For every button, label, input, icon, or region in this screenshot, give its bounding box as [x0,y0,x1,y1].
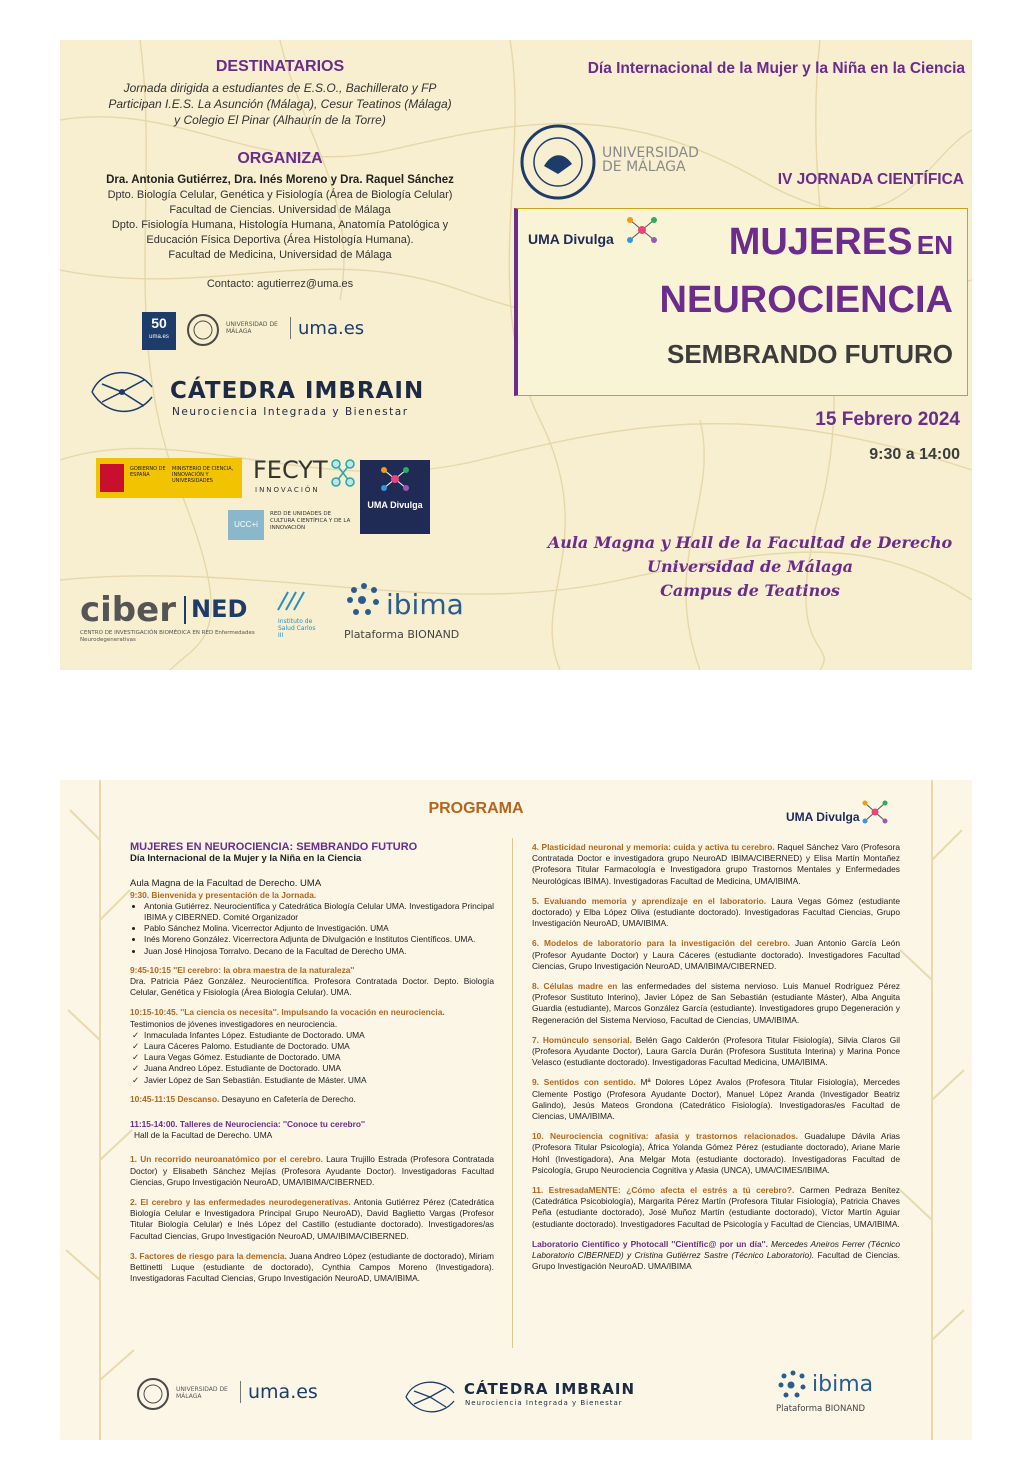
programa-page [60,780,972,1440]
title-line-1: MUJERES EN [728,221,953,263]
ned-logo: NED [191,595,248,623]
ciber-subtitle: CENTRO DE INVESTIGACIÓN BIOMÉDICA EN RED Enfermedades Neurodegenerativas [80,630,255,643]
taller-text: Belén Gago Calderón (Profesora Titular Fisiología), Silvia Claros Gil (Profesora Ayudante Doctor), Laura García Durán (Profesora Sustituta Interina) y Marina Ponce Velasco (estudiante doctorado). Investigadoras Facultad Medicina, UMA/IBIMA. [532,1034,900,1068]
taller-heading: 5. Evaluando memoria y aprendizaje en el laboratorio. [532,895,767,906]
taller-heading: 4. Plasticidad neuronal y memoria: cuida y activa tu cerebro. [532,842,775,852]
lab-text: Facultad de Ciencias. Grupo Investigación NeuroAD. UMA/IBIMA [532,1250,900,1272]
organiza-line: Facultad de Medicina, Universidad de Málaga [168,249,392,261]
taller-text: Guadalupe Dávila Arias (Profesora Titular Psicología), África Yolanda Gómez Pérez (estudiante doctorado), Ariane Marie Hohl (Investigadora), Ana Melgar Mota (estudiante doctorado). Investigadoras Facultad de Psicología, Grupo Neurociencia Cognitiva y Afasia (UNCA), UMA/CIMES/IBIMA. [532,1131,900,1175]
divulga-dots-icon [624,214,660,246]
organiza-line: Dpto. Fisiología Humana, Histología Humana, Anatomía Patológica y [111,219,449,231]
organiza-line: Facultad de Ciencias. Universidad de Málaga [169,204,391,216]
column-divider [512,838,513,1348]
taller-heading: 8. Células madre en [532,981,618,992]
taller-text: Antonia Gutiérrez Pérez (Catedrática Biología Celular e Investigadora Principal Grupo NeuroAD), David Baglietto Vargas (Profesor Titular Biología Celular) e Inés López del Castillo (estudiante doctorado). Investigadores/as Facultad Ciencias, Grupo Investigación NeuroAD, UMA/IBIMA/CIBERNED. [130,1197,495,1241]
uma-es-logo: uma.es [248,1381,318,1403]
block-text: Hall de la Facultad de Derecho. UMA [134,1130,273,1141]
contact-email[interactable]: Contacto: agutierrez@uma.es [206,278,354,290]
block-heading: 11:15-14:00. Talleres de Neurociencia: ''Conoce tu cerebro'' [130,1119,365,1130]
block-heading: 10:45-11:15 Descanso. [130,1093,220,1104]
uma-divulga-badge: UMA Divulga [360,460,430,534]
jornada-label: IV JORNADA CIENTÍFICA [777,171,964,188]
title-box [514,208,968,396]
destinatarios-line: y Colegio El Pinar (Alhaurín de la Torre) [174,113,386,127]
taller-text: Raquel Sánchez Varo (Profesora Contratada Doctor e investigadora grupo NeuroAD IBIMA/CIBERNED) y Elisa Martín Montañez (Profesora Titular Farmacología e Investigadora grupo Trastornos Mentales y Enfermedades Neurológicas IBIMA). Investigadoras Facultad de Medicina, UMA/IBIMA. [532,842,900,886]
destinatarios-heading: DESTINATARIOS [215,58,345,75]
fecyt-logo: FECYT [253,456,328,484]
fecyt-molecule-icon [328,456,358,490]
ibima-dots-icon [776,1368,810,1402]
spain-shield-icon [100,464,124,492]
uma-es-logo: uma.es [298,318,365,339]
place-line: Universidad de Málaga [647,557,853,576]
ibima-logo: ibima [812,1372,874,1397]
block-heading: 9:30. Bienvenida y presentación de la Jornada. [130,889,317,900]
taller-heading: 7. Homúnculo sensorial. [532,1034,632,1045]
uma-seal-icon [136,1376,170,1412]
taller-heading: 10. Neurociencia cognitiva: afasia y trastornos relacionados. [532,1131,798,1142]
list-item: • Pablo Sánchez Molina. Vicerrector Adjunto de Investigación. UMA [144,923,494,934]
aula-label: Aula Magna de la Facultad de Derecho. UMA [130,878,322,890]
organiza-heading: ORGANIZA [237,150,323,167]
title-line-2: NEUROCIENCIA [659,279,953,321]
catedra-imbrain-logo: CÁTEDRA IMBRAIN [464,1380,635,1398]
taller-heading: 6. Modelos de laboratorio para la investigación del cerebro. [532,938,791,949]
divulga-dots-icon [378,464,412,494]
list-item: ✓ Juana Andreo López. Estudiante de Doctorado. UMA [144,1063,494,1074]
bionand-text: Plataforma BIONAND [344,628,460,641]
organiza-line: Dpto. Biología Celular, Genética y Fisiología (Área de Biología Celular) [107,189,453,201]
list-item: ✓ Javier López de San Sebastián. Estudiante de Máster. UMA [144,1075,494,1086]
catedra-brain-icon [82,362,162,422]
program-right-column [532,842,900,1282]
taller-text: Laura Vegas Gómez (estudiante doctorado) y Elba López Oliva (estudiante doctorado). Investigadoras Facultad Ciencias, Grupo Investigación NeuroAD, UMA/IBIMA. [532,895,900,929]
lab-italic: Mercedes Aneiros Ferrer (Técnico Laboratorio CIBERNED) y Cristina Gutiérrez Sastre (Técnico Laboratorio). [532,1238,901,1261]
block-text: Testimonios de jóvenes investigadores en neurociencia. [130,1018,338,1029]
taller-text: Laura Trujillo Estrada (Profesora Contratada Doctor) y Elisabeth Sánchez Mejías (Profesora Ayudante Doctor). Investigadoras Facultad Ciencias, Grupo Investigación NeuroAD, UMA/IBIMA/CIBERNED. [130,1154,494,1187]
uma-large-text: UNIVERSIDAD DE MÁLAGA [602,145,699,175]
block-heading: 9:45-10:15 ''El cerebro: la obra maestra de la naturaleza'' [130,964,355,975]
event-time: 9:30 a 14:00 [869,446,960,463]
uma-seal-icon [186,312,220,348]
gobierno-logo: GOBIERNO DE ESPAÑA MINISTERIO DE CIENCIA, INNOVACIÓN Y UNIVERSIDADES [96,458,242,498]
catedra-subtitle: Neurociencia Integrada y Bienestar [172,406,409,418]
title-line-3: SEMBRANDO FUTURO [667,339,953,369]
place-line: Campus de Teatinos [660,581,840,600]
taller-text: las enfermedades del sistema nervioso. Luis Manuel Rodríguez Pérez (Profesor Sustituto Interino), Javier López de San Sebastián (estudiante Máster), Alba Anguita Guardia (estudiante), Marcos González García (estudiante). Investigadores grupo Degeneración y Regeneración del Sistema Nervioso, Facultad de Ciencias, UMA/IBIMA. [532,981,900,1025]
uma-divulga-label: UMA Divulga [528,231,614,247]
catedra-imbrain-logo: CÁTEDRA IMBRAIN [170,378,425,404]
divider [290,317,291,339]
lab-heading: Laboratorio Científico y Photocall ''Científic@ por un día''. [532,1238,768,1249]
organiza-names: Dra. Antonia Gutiérrez, Dra. Inés Moreno y Dra. Raquel Sánchez [106,174,454,186]
uma-divulga-label: UMA Divulga [786,810,860,824]
programa-heading: PROGRAMA [428,800,524,817]
organiza-line: Educación Física Deportiva (Área Histología Humana). [146,234,414,246]
ucci-logo: UCC+i [228,510,264,540]
bionand-text: Plataforma BIONAND [776,1404,866,1414]
uma-small-text: UNIVERSIDAD DE MÁLAGA [176,1386,228,1400]
uma-50-logo: 50 uma.es [142,312,176,350]
program-left-column [130,842,494,1294]
list-item: • Inés Moreno González. Vicerrectora Adjunta de Divulgación e Institutos Científicos. UMA. [144,934,494,945]
list-item: ✓ Laura Cáceres Palomo. Estudiante de Doctorado. UMA [144,1041,494,1052]
catedra-subtitle: Neurociencia Integrada y Bienestar [465,1399,623,1407]
event-place [530,531,970,603]
block-text: Desayuno en Cafetería de Derecho. [219,1093,356,1104]
organiza-section [70,150,490,292]
taller-text: Mª Dolores López Avalos (Profesora Titular Fisiología), Mercedes Clemente Postigo (Profesora Ayudante Doctor), Manuel López Aranda (Investigador Beatriz Galindo), Jesús Mateos Grondona (Catedrático Fisiología). Investigadoras/es Facultad de Ciencias, UMA/IBIMA. [532,1077,900,1122]
fecyt-subtitle: INNOVACIÓN [255,486,320,494]
program-title: MUJERES EN NEUROCIENCIA: SEMBRANDO FUTURO [130,841,418,853]
ucci-text: RED DE UNIDADES DE CULTURA CIENTÍFICA Y DE LA INNOVACIÓN [270,511,351,531]
ibima-dots-icon [344,580,384,620]
taller-heading: 1. Un recorrido neuroanatómico por el cerebro. [130,1154,323,1165]
place-line: Aula Magna y Hall de la Facultad de Derecho [547,533,953,552]
list-item: ✓ Laura Vegas Gómez. Estudiante de Doctorado. UMA [144,1052,494,1063]
event-date: 15 Febrero 2024 [815,409,960,430]
taller-heading: 9. Sentidos con sentido. [532,1077,636,1088]
destinatarios-line: Jornada dirigida a estudiantes de E.S.O., Bachillerato y FP [123,81,437,95]
taller-text: Juana Andreo López (estudiante de doctorado), Miriam Bettinetti Luque (estudiante de doctorado), Cynthia Campos Moreno (Investigadora). Investigadoras Facultad Ciencias, Grupo Investigación NeuroAD, UMA/IBIMA. [130,1250,494,1284]
taller-text: Carmen Pedraza Benítez (Catedrática Psicobiología), Margarita Pérez Martín (Profesora Titular Fisiología), Patricia Chaves Peña (estudiante doctorado), José Muñoz Martín (estudiante doctorado), Víctor Martín Aguiar (estudiante doctorado). Investigadores Facultad de Psicología y Facultad de Ciencias, UMA/IBIMA. [532,1185,900,1229]
catedra-brain-icon [400,1374,460,1420]
dia-internacional: Día Internacional de la Mujer y la Niña en la Ciencia [587,60,965,77]
divulga-dots-icon [860,798,890,826]
block-text: Dra. Patricia Páez González. Neurocientífica. Profesora Contratada Doctor. Depto. Biología Celular, Genética y Fisiología (Área Biología Celular). UMA. [130,976,494,998]
list-item: • Antonia Gutiérrez. Neurocientífica y Catedrática Biología Celular UMA. Investigadora Principal IBIMA y CIBERNED. Comité Organizador [144,901,494,923]
taller-heading: 11. EstresadaMENTE: ¿Cómo afecta el estrés a tú cerebro?. [532,1185,795,1196]
taller-heading: 3. Factores de riesgo para la demencia. [130,1250,287,1261]
destinatarios-line: Participan I.E.S. La Asunción (Málaga), Cesur Teatinos (Málaga) [108,97,452,111]
isciii-text: Instituto de Salud Carlos III [278,618,316,639]
ibima-logo: ibima [386,588,464,621]
block-heading: 10:15-10:45. ''La ciencia os necesita''. Impulsando la vocación en neurociencia. [130,1007,445,1018]
uma-small-text: UNIVERSIDAD DE MÁLAGA [226,321,278,335]
ciber-logo: ciber [80,590,176,630]
taller-text: Juan Antonio García León (Profesor Ayudante Doctor) y Laura Cáceres (estudiante doctorado). Investigadores Facultad Ciencias, Grupo Investigación NeuroAD, UMA/IBIMA/CIBERNED. [532,938,900,971]
flyer-cover [60,40,972,670]
taller-heading: 2. El cerebro y las enfermedades neurodegenerativas. [130,1197,351,1208]
list-item: ✓ Inmaculada Infantes López. Estudiante de Doctorado. UMA [144,1030,494,1041]
divider [240,1381,241,1403]
divider [184,596,186,624]
destinatarios-section [80,58,480,128]
program-subtitle: Día Internacional de la Mujer y la Niña en la Ciencia [130,853,362,865]
uma-seal-large-icon [518,122,598,202]
list-item: • Juan José Hinojosa Torralvo. Decano de la Facultad de Derecho UMA. [144,946,494,957]
isciii-icon [274,588,306,616]
